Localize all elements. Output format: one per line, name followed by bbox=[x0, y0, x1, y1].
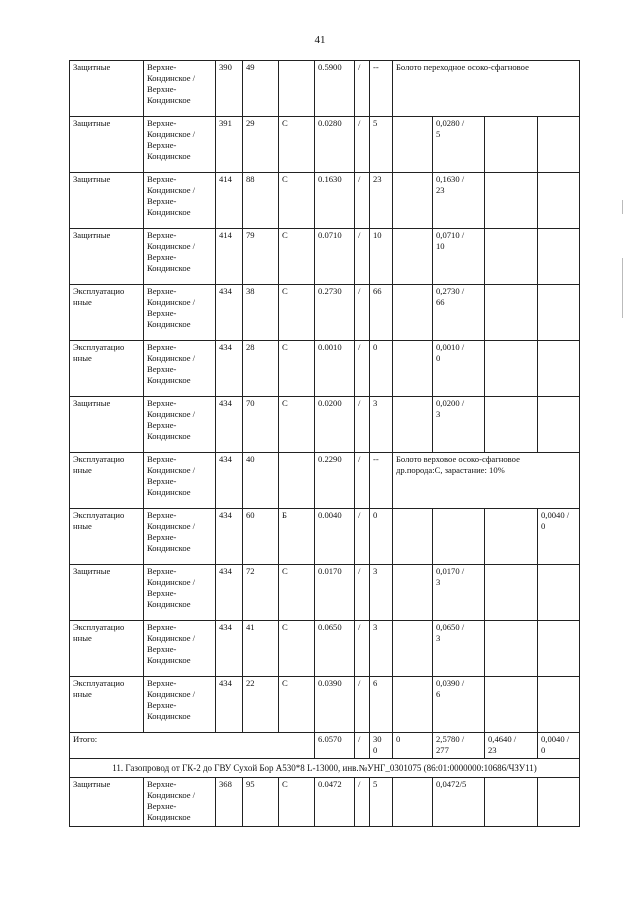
cell-note: Болото переходное осоко-сфагновое bbox=[393, 61, 580, 117]
cell-quarter: 390 bbox=[216, 61, 243, 117]
cell-location: Верхне- Кондинское / Верхне- Кондинское bbox=[144, 778, 216, 827]
cell-value-1: 0,0010 / 0 bbox=[433, 341, 485, 397]
cell-quarter: 368 bbox=[216, 778, 243, 827]
cell-value-2 bbox=[485, 621, 538, 677]
cell-slash: / bbox=[355, 117, 370, 173]
cell-value-1 bbox=[433, 509, 485, 565]
cell-empty bbox=[393, 509, 433, 565]
cell-location: Верхне- Кондинское / Верхне- Кондинское bbox=[144, 229, 216, 285]
cell-location: Верхне- Кондинское / Верхне- Кондинское bbox=[144, 397, 216, 453]
cell-location: Верхне- Кондинское / Верхне- Кондинское bbox=[144, 61, 216, 117]
cell-area: 0.0040 bbox=[315, 509, 355, 565]
cell-count: 10 bbox=[370, 229, 393, 285]
total-value-0: 0 bbox=[393, 733, 433, 759]
table-row bbox=[70, 341, 580, 397]
cell-kind: С bbox=[279, 285, 315, 341]
cell-location: Верхне- Кондинское / Верхне- Кондинское bbox=[144, 621, 216, 677]
cell-kind: С bbox=[279, 229, 315, 285]
cell-value-3 bbox=[538, 341, 580, 397]
table-row bbox=[70, 61, 580, 117]
cell-quarter: 391 bbox=[216, 117, 243, 173]
cell-kind: Б bbox=[279, 509, 315, 565]
cell-note: Болото верховое осоко-сфагновое др.порода:С, зарастание: 10% bbox=[393, 453, 580, 509]
cell-kind: С bbox=[279, 565, 315, 621]
cell-value-1: 0,0472/5 bbox=[433, 778, 485, 827]
cell-category: Защитные bbox=[70, 565, 144, 621]
cell-kind: С bbox=[279, 117, 315, 173]
cell-location: Верхне- Кондинское / Верхне- Кондинское bbox=[144, 509, 216, 565]
cell-quarter: 434 bbox=[216, 621, 243, 677]
cell-count: 3 bbox=[370, 397, 393, 453]
cell-value-3 bbox=[538, 173, 580, 229]
cell-value-1: 0,1630 / 23 bbox=[433, 173, 485, 229]
cell-quarter: 414 bbox=[216, 229, 243, 285]
cell-quarter: 434 bbox=[216, 397, 243, 453]
cell-value-3 bbox=[538, 397, 580, 453]
cell-count: -- bbox=[370, 61, 393, 117]
cell-empty bbox=[393, 341, 433, 397]
cell-kind: С bbox=[279, 778, 315, 827]
cell-kind: С bbox=[279, 621, 315, 677]
total-value-2: 0,4640 / 23 bbox=[485, 733, 538, 759]
cell-quarter: 414 bbox=[216, 173, 243, 229]
cell-location: Верхне- Кондинское / Верхне- Кондинское bbox=[144, 677, 216, 733]
table-row bbox=[70, 453, 580, 509]
cell-plot: 28 bbox=[243, 341, 279, 397]
cell-category: Эксплуатацио нные bbox=[70, 453, 144, 509]
table-row bbox=[70, 509, 580, 565]
cell-slash: / bbox=[355, 173, 370, 229]
cell-area: 0.0390 bbox=[315, 677, 355, 733]
cell-quarter: 434 bbox=[216, 509, 243, 565]
cell-empty bbox=[393, 229, 433, 285]
cell-value-1: 0,2730 / 66 bbox=[433, 285, 485, 341]
cell-slash: / bbox=[355, 509, 370, 565]
cell-plot: 29 bbox=[243, 117, 279, 173]
page-number: 41 bbox=[314, 34, 326, 46]
cell-plot: 40 bbox=[243, 453, 279, 509]
total-slash: / bbox=[355, 733, 370, 759]
cell-slash: / bbox=[355, 341, 370, 397]
cell-area: 0.0010 bbox=[315, 341, 355, 397]
cell-quarter: 434 bbox=[216, 677, 243, 733]
cell-kind bbox=[279, 61, 315, 117]
cell-plot: 60 bbox=[243, 509, 279, 565]
cell-plot: 88 bbox=[243, 173, 279, 229]
cell-empty bbox=[393, 117, 433, 173]
cell-kind: С bbox=[279, 341, 315, 397]
section-title-row bbox=[70, 759, 580, 778]
cell-slash: / bbox=[355, 285, 370, 341]
cell-category: Защитные bbox=[70, 117, 144, 173]
cell-value-2 bbox=[485, 565, 538, 621]
cell-value-2 bbox=[485, 677, 538, 733]
cell-category: Защитные bbox=[70, 778, 144, 827]
cell-plot: 72 bbox=[243, 565, 279, 621]
cell-location: Верхне- Кондинское / Верхне- Кондинское bbox=[144, 117, 216, 173]
cell-value-3 bbox=[538, 285, 580, 341]
cell-empty bbox=[393, 285, 433, 341]
cell-count: 66 bbox=[370, 285, 393, 341]
cell-value-2 bbox=[485, 229, 538, 285]
cell-location: Верхне- Кондинское / Верхне- Кондинское bbox=[144, 565, 216, 621]
cell-quarter: 434 bbox=[216, 565, 243, 621]
cell-slash: / bbox=[355, 397, 370, 453]
cell-count: 0 bbox=[370, 341, 393, 397]
cell-count: 5 bbox=[370, 117, 393, 173]
cell-category: Эксплуатацио нные bbox=[70, 621, 144, 677]
cell-plot: 79 bbox=[243, 229, 279, 285]
cell-empty bbox=[393, 621, 433, 677]
scan-margin-mark bbox=[622, 200, 623, 214]
cell-count: 0 bbox=[370, 509, 393, 565]
cell-value-1: 0,0650 / 3 bbox=[433, 621, 485, 677]
cell-value-2 bbox=[485, 285, 538, 341]
total-count: 30 0 bbox=[370, 733, 393, 759]
table-row bbox=[70, 173, 580, 229]
total-value-3: 0,0040 / 0 bbox=[538, 733, 580, 759]
cell-slash: / bbox=[355, 453, 370, 509]
cell-plot: 38 bbox=[243, 285, 279, 341]
cell-count: 3 bbox=[370, 565, 393, 621]
cell-area: 0.0472 bbox=[315, 778, 355, 827]
cell-kind: С bbox=[279, 397, 315, 453]
cell-area: 0.5900 bbox=[315, 61, 355, 117]
cell-count: 23 bbox=[370, 173, 393, 229]
cell-value-3 bbox=[538, 229, 580, 285]
cell-empty bbox=[393, 677, 433, 733]
cell-kind: С bbox=[279, 173, 315, 229]
total-row bbox=[70, 733, 580, 759]
cell-location: Верхне- Кондинское / Верхне- Кондинское bbox=[144, 173, 216, 229]
cell-value-3: 0,0040 / 0 bbox=[538, 509, 580, 565]
cell-plot: 70 bbox=[243, 397, 279, 453]
table-row bbox=[70, 229, 580, 285]
table-row bbox=[70, 397, 580, 453]
cell-value-2 bbox=[485, 173, 538, 229]
table-body bbox=[70, 61, 580, 827]
section-title: 11. Газопровод от ГК-2 до ГВУ Сухой Бор А530*8 L-13000, инв.№УНГ_0301075 (86:01:0000000:10686/ЧЗУ11) bbox=[70, 759, 580, 778]
cell-category: Эксплуатацио нные bbox=[70, 677, 144, 733]
cell-value-3 bbox=[538, 677, 580, 733]
table-row bbox=[70, 677, 580, 733]
cell-value-2 bbox=[485, 341, 538, 397]
cell-slash: / bbox=[355, 621, 370, 677]
cell-area: 0.0280 bbox=[315, 117, 355, 173]
cell-category: Эксплуатацио нные bbox=[70, 285, 144, 341]
table-row bbox=[70, 285, 580, 341]
cell-category: Эксплуатацио нные bbox=[70, 341, 144, 397]
cell-count: 6 bbox=[370, 677, 393, 733]
cell-value-2 bbox=[485, 509, 538, 565]
cell-area: 0.0200 bbox=[315, 397, 355, 453]
cell-category: Защитные bbox=[70, 229, 144, 285]
cell-area: 0.1630 bbox=[315, 173, 355, 229]
cell-value-2 bbox=[485, 397, 538, 453]
total-value-1: 2,5780 / 277 bbox=[433, 733, 485, 759]
cell-kind: С bbox=[279, 677, 315, 733]
cell-slash: / bbox=[355, 778, 370, 827]
cell-category: Защитные bbox=[70, 397, 144, 453]
cell-area: 0.2290 bbox=[315, 453, 355, 509]
cell-value-3 bbox=[538, 778, 580, 827]
cell-category: Защитные bbox=[70, 61, 144, 117]
cell-empty bbox=[393, 778, 433, 827]
cell-count: 3 bbox=[370, 621, 393, 677]
cell-value-3 bbox=[538, 117, 580, 173]
table-row bbox=[70, 117, 580, 173]
cell-category: Эксплуатацио нные bbox=[70, 509, 144, 565]
cell-plot: 49 bbox=[243, 61, 279, 117]
cell-location: Верхне- Кондинское / Верхне- Кондинское bbox=[144, 453, 216, 509]
cell-slash: / bbox=[355, 565, 370, 621]
cell-value-3 bbox=[538, 621, 580, 677]
cell-value-2 bbox=[485, 117, 538, 173]
cell-value-3 bbox=[538, 565, 580, 621]
table-row bbox=[70, 565, 580, 621]
total-label: Итого: bbox=[70, 733, 315, 759]
cell-plot: 41 bbox=[243, 621, 279, 677]
cell-category: Защитные bbox=[70, 173, 144, 229]
table-row bbox=[70, 621, 580, 677]
cell-slash: / bbox=[355, 61, 370, 117]
cell-value-1: 0,0390 / 6 bbox=[433, 677, 485, 733]
forest-plots-table bbox=[69, 60, 580, 827]
cell-value-1: 0,0710 / 10 bbox=[433, 229, 485, 285]
cell-quarter: 434 bbox=[216, 341, 243, 397]
cell-plot: 22 bbox=[243, 677, 279, 733]
cell-area: 0.0710 bbox=[315, 229, 355, 285]
cell-value-1: 0,0280 / 5 bbox=[433, 117, 485, 173]
cell-quarter: 434 bbox=[216, 285, 243, 341]
total-area: 6.0570 bbox=[315, 733, 355, 759]
table-row bbox=[70, 778, 580, 827]
cell-value-1: 0,0200 / 3 bbox=[433, 397, 485, 453]
scan-margin-mark bbox=[622, 258, 623, 318]
cell-count: -- bbox=[370, 453, 393, 509]
cell-area: 0.0170 bbox=[315, 565, 355, 621]
cell-value-1: 0,0170 / 3 bbox=[433, 565, 485, 621]
cell-location: Верхне- Кондинское / Верхне- Кондинское bbox=[144, 341, 216, 397]
cell-area: 0.2730 bbox=[315, 285, 355, 341]
cell-slash: / bbox=[355, 229, 370, 285]
cell-empty bbox=[393, 173, 433, 229]
cell-empty bbox=[393, 397, 433, 453]
cell-empty bbox=[393, 565, 433, 621]
cell-slash: / bbox=[355, 677, 370, 733]
cell-location: Верхне- Кондинское / Верхне- Кондинское bbox=[144, 285, 216, 341]
cell-count: 5 bbox=[370, 778, 393, 827]
cell-value-2 bbox=[485, 778, 538, 827]
cell-kind bbox=[279, 453, 315, 509]
cell-area: 0.0650 bbox=[315, 621, 355, 677]
cell-quarter: 434 bbox=[216, 453, 243, 509]
cell-plot: 95 bbox=[243, 778, 279, 827]
